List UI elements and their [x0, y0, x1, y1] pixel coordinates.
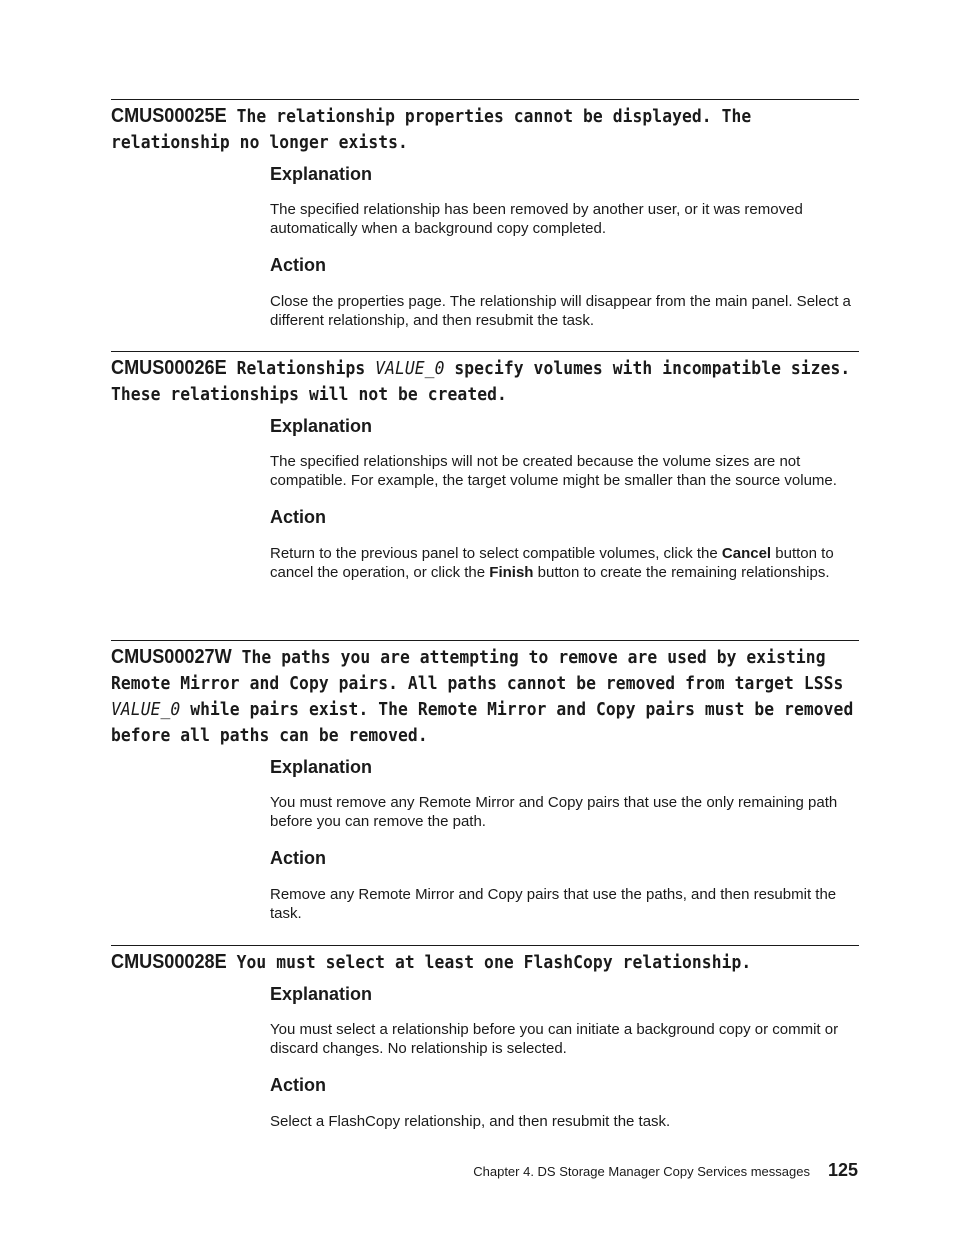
explanation-text: You must select a relationship before you can initiate a background copy or commit or discard changes. No relationship is selected. [270, 1021, 839, 1057]
page-number: 125 [827, 1160, 858, 1180]
explanation-text: You must remove any Remote Mirror and Copy pairs that use the only remaining path before you can remove the path. [270, 794, 838, 830]
message-heading [111, 103, 859, 156]
message-heading [111, 644, 859, 749]
message-cmus00028e [111, 945, 859, 1131]
message-code: CMUS00028E [111, 951, 227, 973]
message-title-part: specify volumes with incompatible sizes. These relationships will not be created. [111, 358, 851, 405]
action-heading: Action [270, 507, 326, 527]
message-code: CMUS00025E [111, 105, 227, 127]
explanation-heading: Explanation [270, 757, 373, 777]
message-title: You must select at least one FlashCopy relationship. [236, 952, 752, 973]
message-cmus00027w [111, 640, 859, 923]
message-cmus00026e [111, 351, 859, 582]
message-title-part: Relationships [236, 358, 366, 379]
message-heading [111, 355, 859, 408]
action-heading: Action [270, 1075, 326, 1095]
section-divider [111, 99, 859, 100]
explanation-text: The specified relationship has been removed by another user, or it was removed automatically when a background copy completed. [270, 201, 803, 237]
action-text: Select a FlashCopy relationship, and then resubmit the task. [270, 1113, 671, 1130]
section-divider [111, 945, 859, 946]
message-cmus00025e [111, 99, 859, 330]
section-divider [111, 640, 859, 641]
explanation-heading: Explanation [270, 416, 373, 436]
message-code: CMUS00027W [111, 646, 232, 668]
cancel-button-label: Cancel [721, 545, 772, 562]
message-heading [111, 949, 859, 976]
action-heading: Action [270, 255, 326, 275]
chapter-title: Chapter 4. DS Storage Manager Copy Services messages [473, 1164, 810, 1179]
action-text: Close the properties page. The relationship will disappear from the main panel. Select a different relationship, and then resubmit the task. [270, 293, 851, 329]
action-text: Remove any Remote Mirror and Copy pairs that use the paths, and then resubmit the task. [270, 886, 837, 922]
finish-button-label: Finish [489, 564, 534, 581]
message-title-part: while pairs exist. The Remote Mirror and Copy pairs must be removed before all paths can be removed. [111, 699, 854, 746]
message-variable: VALUE_0 [111, 699, 181, 720]
message-title-part: The paths you are attempting to remove are used by existing Remote Mirror and Copy pairs. All paths cannot be removed from target LSSs [111, 647, 844, 694]
message-code: CMUS00026E [111, 357, 227, 379]
explanation-heading: Explanation [270, 984, 373, 1004]
action-text: Return to the previous panel to select compatible volumes, click the Cancel button to cancel the operation, or click the Finish button to create the remaining relationships. [270, 545, 834, 581]
action-heading: Action [270, 848, 326, 868]
message-variable: VALUE_0 [375, 358, 445, 379]
explanation-text: The specified relationships will not be created because the volume sizes are not compatible. For example, the target volume might be smaller than the source volume. [270, 453, 837, 489]
message-title: The relationship properties cannot be displayed. The relationship no longer exists. [111, 106, 752, 153]
explanation-heading: Explanation [270, 164, 373, 184]
page-footer [473, 1160, 858, 1184]
section-divider [111, 351, 859, 352]
